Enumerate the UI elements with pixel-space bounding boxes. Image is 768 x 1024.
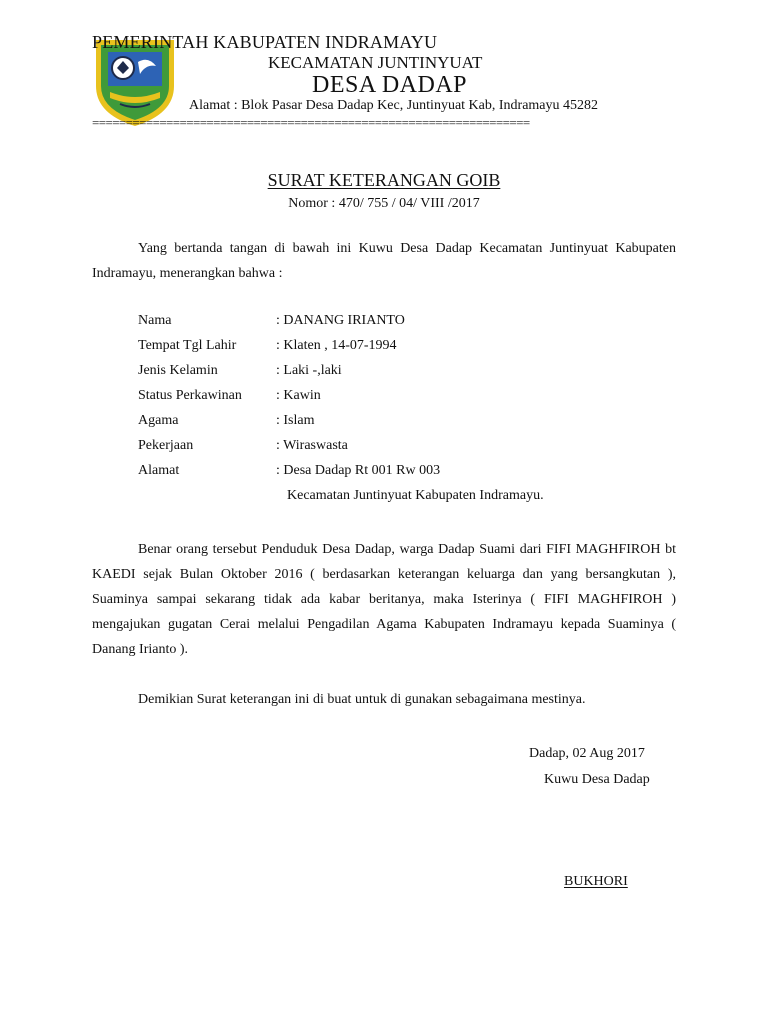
field-label-religion: Agama bbox=[138, 413, 179, 428]
field-label-gender: Jenis Kelamin bbox=[138, 363, 218, 378]
signature-title: Kuwu Desa Dadap bbox=[544, 772, 650, 787]
closing-paragraph: Demikian Surat keterangan ini di buat untuk di gunakan sebagaimana mestinya. bbox=[138, 692, 586, 707]
document-number: Nomor : 470/ 755 / 04/ VIII /2017 bbox=[288, 196, 480, 211]
village-name: DESA DADAP bbox=[312, 72, 468, 98]
field-label-name: Nama bbox=[138, 313, 172, 328]
field-label-address: Alamat bbox=[138, 463, 180, 478]
signatory-name: BUKHORI bbox=[564, 874, 628, 889]
signature-place-date: Dadap, 02 Aug 2017 bbox=[529, 746, 645, 761]
field-label-occupation: Pekerjaan bbox=[138, 438, 194, 453]
letterhead-address: Alamat : Blok Pasar Desa Dadap Kec, Juntinyuat Kab, Indramayu 45282 bbox=[189, 98, 599, 113]
government-name: PEMERINTAH KABUPATEN INDRAMAYU bbox=[92, 32, 438, 52]
field-label-marital: Status Perkawinan bbox=[138, 388, 242, 403]
field-value-address: : Desa Dadap Rt 001 Rw 003 bbox=[276, 463, 441, 478]
letterhead-divider: ================================================================= bbox=[92, 115, 530, 130]
field-value-marital: : Kawin bbox=[276, 388, 321, 403]
field-value-religion: : Islam bbox=[276, 413, 315, 428]
district-name: KECAMATAN JUNTINYUAT bbox=[268, 53, 483, 72]
field-value-occupation: : Wiraswasta bbox=[276, 438, 348, 453]
body-paragraph: Benar orang tersebut Penduduk Desa Dadap, warga Dadap Suami dari FIFI MAGHFIROH bt KAEDI sejak Bulan Oktober 2016 ( berdasarkan keterangan keluarga dan yang bersangkutan ), Suaminya sampai sekarang tidak ada kabar beritanya, maka Isterinya ( FIFI MAGHFIROH ) mengajukan gugatan Cerai melalui Pengadilan Agama Kabupaten Indramayu kepada Suaminya ( Danang Irianto ). bbox=[92, 542, 676, 657]
document-title: SURAT KETERANGAN GOIB bbox=[267, 170, 501, 190]
field-value-name: : DANANG IRIANTO bbox=[276, 313, 405, 328]
field-value-birth: : Klaten , 14-07-1994 bbox=[276, 338, 397, 353]
intro-paragraph: Yang bertanda tangan di bawah ini Kuwu Desa Dadap Kecamatan Juntinyuat Kabupaten Indramayu, menerangkan bahwa : bbox=[92, 241, 676, 281]
field-value-address-continued: Kecamatan Juntinyuat Kabupaten Indramayu. bbox=[287, 488, 544, 503]
field-value-gender: : Laki -,laki bbox=[276, 363, 342, 378]
field-label-birth: Tempat Tgl Lahir bbox=[138, 338, 237, 353]
